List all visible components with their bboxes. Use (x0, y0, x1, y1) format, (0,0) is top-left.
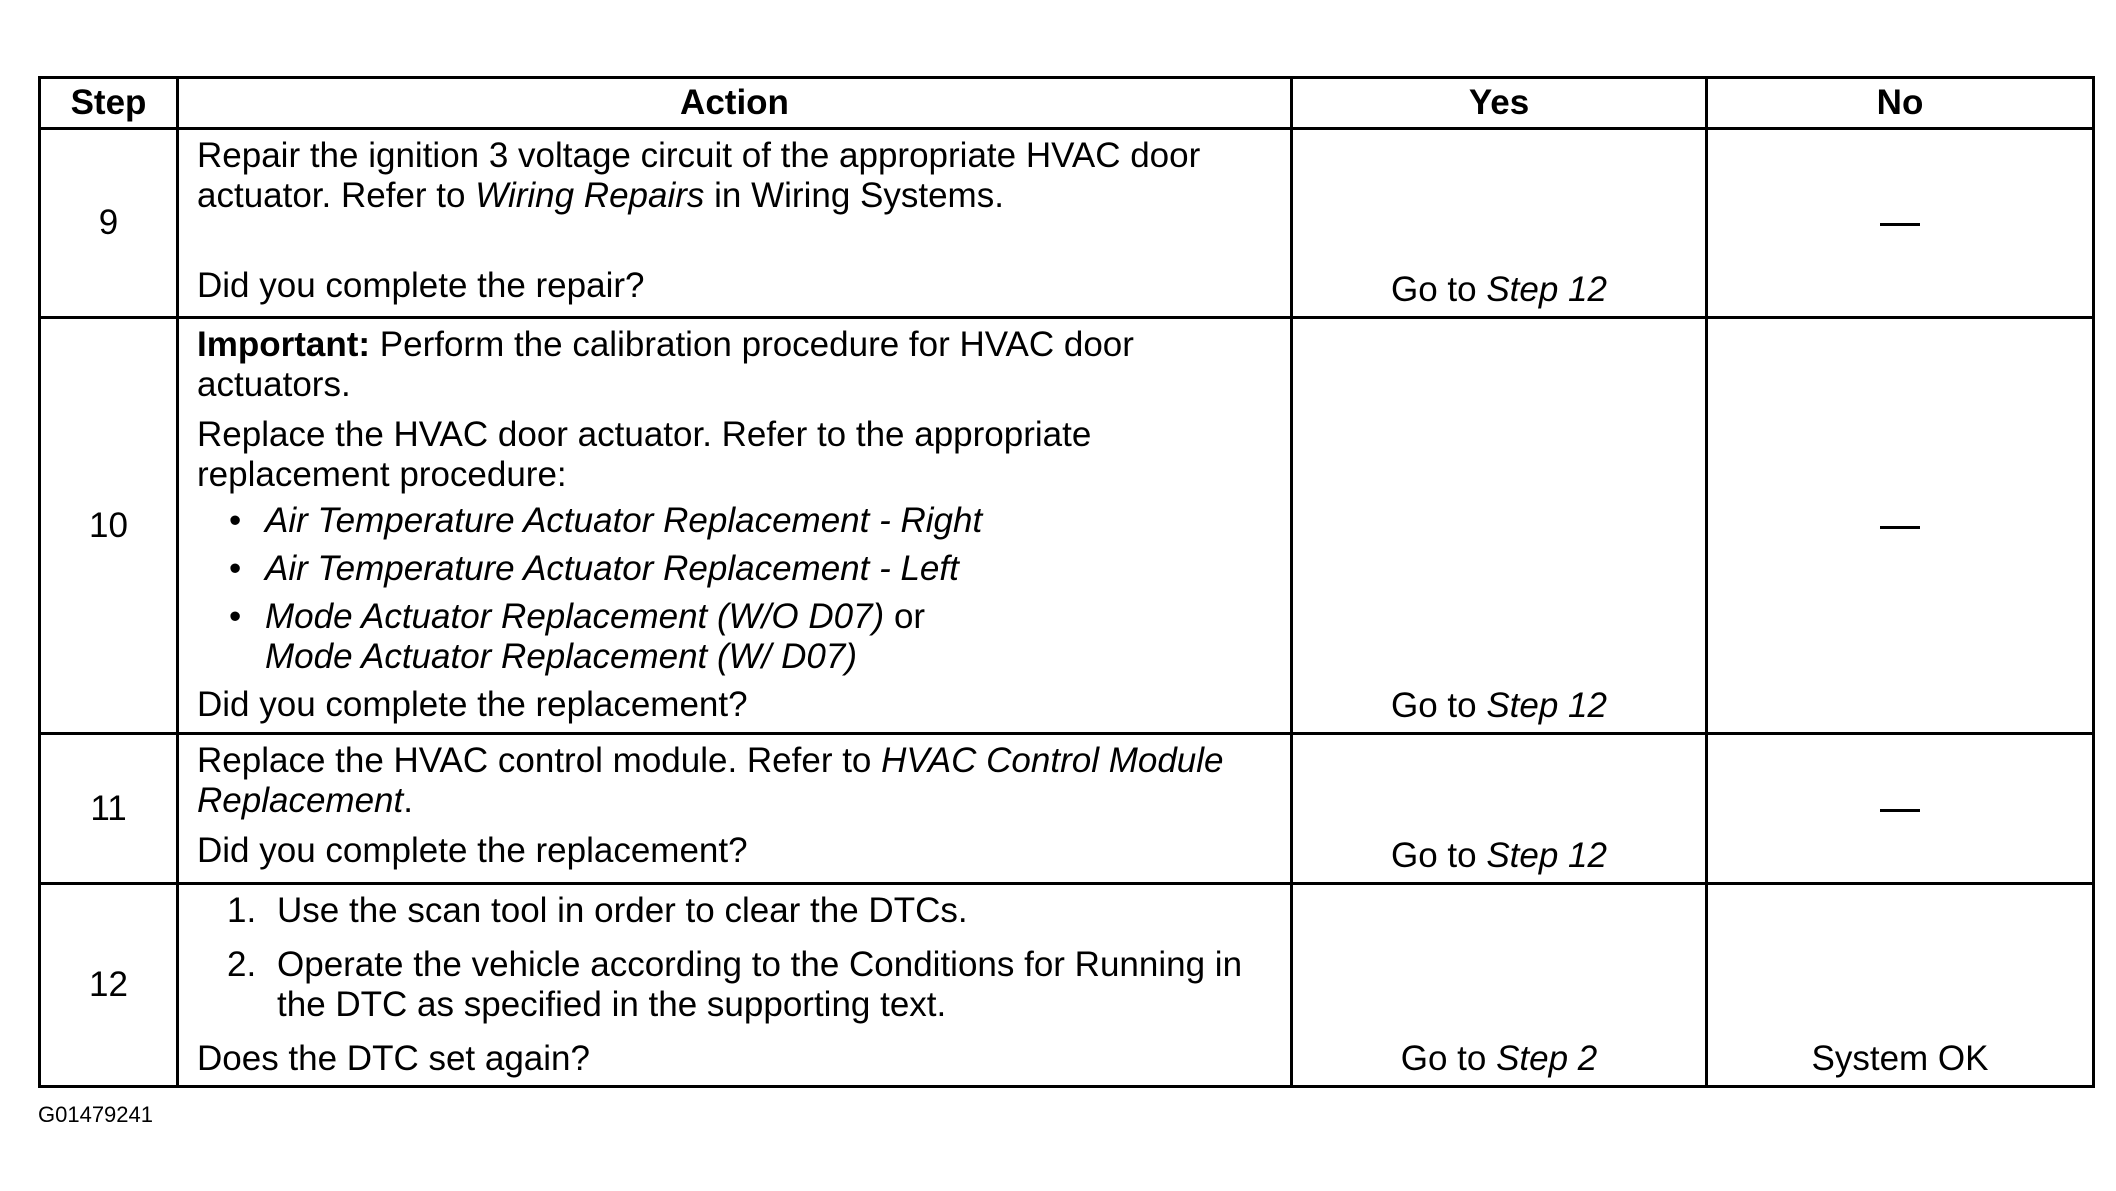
step-number: 10 (40, 318, 178, 734)
yes-cell (1292, 884, 1707, 1087)
action-cell (178, 884, 1292, 1087)
substep-number: 1. (227, 891, 257, 930)
table-row (40, 129, 2094, 318)
action-text: Replace the HVAC door actuator. Refer to the appropriate replacement procedure: (197, 415, 1092, 494)
reference-link: Wiring Repairs (475, 176, 705, 215)
header-no: No (1707, 78, 2094, 129)
question-text: Did you complete the repair? (197, 266, 645, 305)
list-item (197, 597, 1272, 677)
action-text (197, 136, 1272, 216)
reference-link: HVAC Control Module Replacement (197, 741, 1224, 820)
reference-link: Mode Actuator Replacement (W/O D07) (265, 597, 885, 636)
table-row (40, 884, 2094, 1087)
yes-step-ref: Step 12 (1486, 836, 1607, 875)
conjunction: or (884, 597, 926, 636)
reference-link: Air Temperature Actuator Replacement - Right (265, 501, 983, 540)
action-cell (178, 318, 1292, 734)
yes-cell (1292, 318, 1707, 734)
yes-prefix: Go to (1400, 1039, 1497, 1078)
list-item (197, 501, 1272, 541)
question-text: Did you complete the replacement? (197, 831, 748, 870)
question-text: Did you complete the replacement? (197, 685, 748, 724)
diagnostic-table (38, 76, 2095, 1088)
bullet-icon: • (229, 549, 242, 588)
yes-prefix: Go to (1391, 686, 1487, 725)
yes-cell (1292, 129, 1707, 318)
bullet-icon: • (229, 501, 242, 540)
action-cell (178, 129, 1292, 318)
figure-id: G01479241 (38, 1102, 153, 1127)
bullet-icon: • (229, 597, 242, 636)
important-text: Perform the calibration procedure for HVAC door actuators. (197, 325, 1134, 404)
table-row (40, 318, 2094, 734)
step-number: 9 (40, 129, 178, 318)
table-row (40, 734, 2094, 884)
header-step: Step (40, 78, 178, 129)
header-row (40, 78, 2094, 129)
list-item (197, 891, 1272, 931)
procedure-list (197, 501, 1272, 677)
important-note (197, 325, 1272, 405)
yes-step-ref: Step 12 (1486, 270, 1607, 309)
step-number: 12 (40, 884, 178, 1087)
yes-cell (1292, 734, 1707, 884)
step-number: 11 (40, 734, 178, 884)
substep-text: Use the scan tool in order to clear the DTCs. (277, 891, 968, 930)
substep-list (197, 891, 1272, 1025)
yes-step-ref: Step 12 (1486, 686, 1607, 725)
no-cell (1707, 884, 2094, 1087)
yes-prefix: Go to (1391, 270, 1487, 309)
no-cell (1707, 734, 2094, 884)
no-cell (1707, 318, 2094, 734)
no-dash (1880, 223, 1920, 226)
header-action: Action (178, 78, 1292, 129)
header-yes: Yes (1292, 78, 1707, 129)
action-cell (178, 734, 1292, 884)
yes-prefix: Go to (1391, 836, 1487, 875)
substep-text: Operate the vehicle according to the Conditions for Running in the DTC as specified in the supporting text. (277, 945, 1243, 1024)
action-text-part: in Wiring Systems. (704, 176, 1004, 215)
no-value: System OK (1811, 1039, 1989, 1078)
question-text: Does the DTC set again? (197, 1039, 590, 1078)
action-text (197, 741, 1272, 821)
action-text-part: . (403, 781, 413, 820)
action-text-part: Repair the ignition 3 voltage circuit of the appropriate HVAC door actuator. Refer to (197, 136, 1201, 215)
no-dash (1880, 809, 1920, 812)
list-item (197, 945, 1272, 1025)
no-cell (1707, 129, 2094, 318)
important-label: Important: (197, 325, 371, 364)
yes-step-ref: Step 2 (1496, 1039, 1598, 1078)
list-item (197, 549, 1272, 589)
substep-number: 2. (227, 945, 257, 984)
reference-link: Air Temperature Actuator Replacement - Left (265, 549, 959, 588)
action-text-part: Replace the HVAC control module. Refer to (197, 741, 882, 780)
no-dash (1880, 526, 1920, 529)
reference-link: Mode Actuator Replacement (W/ D07) (265, 637, 857, 676)
